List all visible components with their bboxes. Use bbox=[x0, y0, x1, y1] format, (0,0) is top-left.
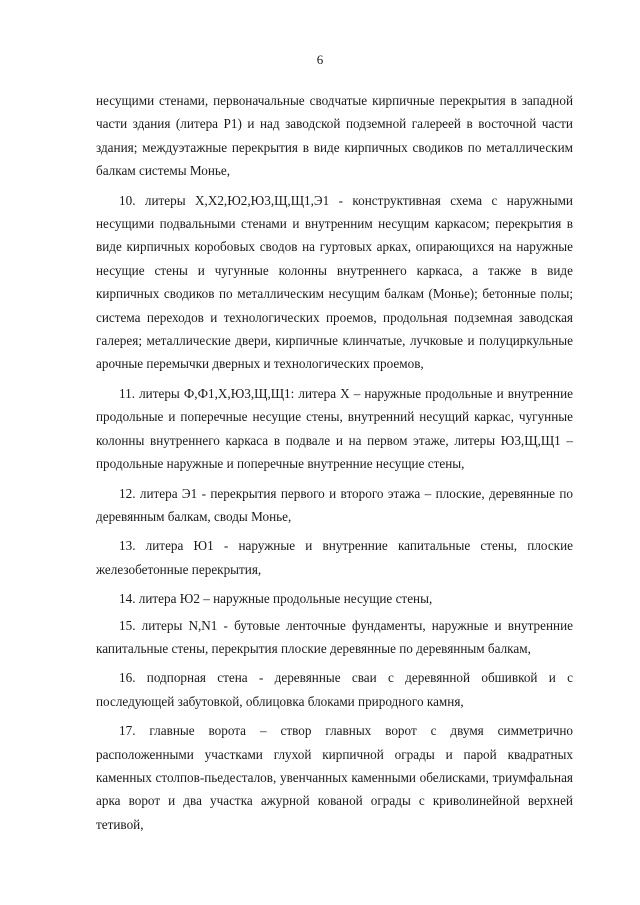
page-number: 6 bbox=[316, 52, 324, 67]
paragraph-item-10: 10. литеры Х,Х2,Ю2,Ю3,Щ,Щ1,Э1 - конструктивная схема с наружными несущими подвальными стенами и внутренним несущим каркасом; перекрытия в виде кирпичных коробовых сводов на гуртовых арках, опирающихся на наружные несущие стены и чугунные колонны внутреннего каркаса, а также в виде кирпичных сводиков по металлическим несущим балкам (Монье); бетонные полы; система переходов и технологических проемов, продольная подземная заводская галерея; металлические двери, кирпичные клинчатые, лучковые и полуциркульные арочные перемычки дверных и технологических проемов, bbox=[96, 192, 573, 372]
paragraph-item-14: 14. литера Ю2 – наружные продольные несущие стены, bbox=[119, 591, 433, 607]
paragraph-item-17: 17. главные ворота – створ главных ворот с двумя симметрично расположенными участками глухой кирпичной ограды и парой квадратных каменных столпов-пьедесталов, увенчанных каменными обелисками, триумфальная арка ворот и два участка ажурной кованой ограды с криволинейной верхней тетивой, bbox=[96, 723, 573, 832]
document-body bbox=[96, 89, 573, 842]
paragraph-continuation: несущими стенами, первоначальные сводчатые кирпичные перекрытия в западной части здания (литера Р1) и над заводской подземной галереей в восточной части здания; междуэтажные перекрытия в виде кирпичных сводиков по металлическим балкам системы Монье, bbox=[96, 93, 573, 179]
paragraph-item-16: 16. подпорная стена - деревянные сваи с деревянной обшивкой и с последующей забутовкой, облицовка блоками природного камня, bbox=[96, 670, 573, 709]
paragraph-item-12: 12. литера Э1 - перекрытия первого и второго этажа – плоские, деревянные по деревянным балкам, своды Монье, bbox=[96, 485, 573, 524]
paragraph-item-13: 13. литера Ю1 - наружные и внутренние капитальные стены, плоские железобетонные перекрытия, bbox=[96, 538, 573, 577]
paragraph-item-15: 15. литеры N,N1 - бутовые ленточные фундаменты, наружные и внутренние капитальные стены, перекрытия плоские деревянные по деревянным балкам, bbox=[96, 617, 573, 656]
paragraph-item-11: 11. литеры Ф,Ф1,Х,Ю3,Щ,Щ1: литера Х – наружные продольные и внутренние продольные и поперечные несущие стены, внутренний несущий каркас, чугунные колонны внутреннего каркаса в подвале и на первом этаже, литеры Ю3,Щ,Щ1 – продольные наружные и поперечные внутренние несущие стены, bbox=[96, 385, 573, 472]
